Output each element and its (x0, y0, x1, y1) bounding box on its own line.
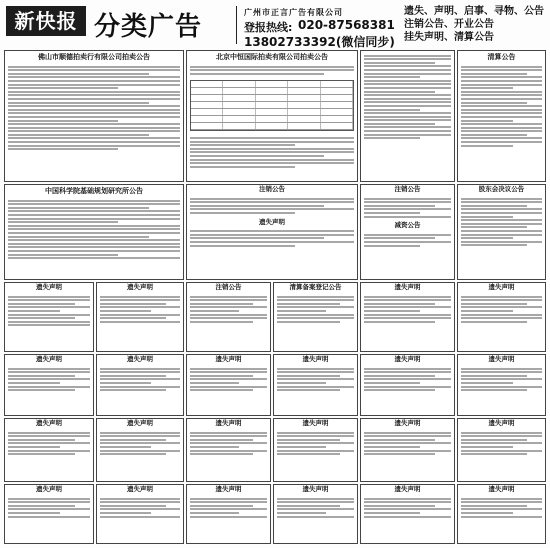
lost-ad (457, 484, 546, 544)
hotline-phone: 020-87568381 (298, 18, 395, 32)
notice-ad (360, 50, 455, 182)
ad-title: 遗失声明 (127, 419, 153, 427)
ad-title: 佛山市顺德拍卖行有限公司拍卖公告 (38, 53, 150, 61)
lost-ad (96, 282, 184, 352)
zhongke-ad (4, 184, 184, 280)
lost-ad (186, 484, 271, 544)
ad-title: 北京中恒国际拍卖有限公司拍卖公告 (216, 53, 328, 61)
lost-ad (360, 418, 455, 482)
ad-title: 遗失声明 (302, 419, 329, 427)
notice-grid-a (186, 184, 358, 280)
mobile-number: 13802733392(微信同步) (244, 35, 395, 49)
ad-body (361, 51, 454, 143)
header-divider (236, 6, 237, 44)
ad-body (187, 133, 357, 171)
ad-title: 减资公告 (394, 221, 421, 230)
lost-ad (4, 484, 94, 544)
ad-title: 遗失声明 (394, 355, 421, 363)
ad-title: 遗失声明 (215, 485, 242, 493)
company-name: 广州市正言广告有限公司 (244, 8, 343, 17)
lost-ad (4, 282, 94, 352)
clearing-reg-ad (273, 282, 358, 352)
lost-ad (360, 354, 455, 416)
lost-ad (457, 354, 546, 416)
ad-title: 遗失声明 (394, 283, 421, 291)
lost-ad (457, 418, 546, 482)
ad-title: 遗失声明 (488, 485, 515, 493)
auction-table (190, 80, 354, 131)
section-title: 分类广告 (94, 12, 203, 42)
lost-ad (360, 282, 455, 352)
ad-title: 遗失声明 (215, 419, 242, 427)
lost-ad (273, 354, 358, 416)
lost-ad (186, 418, 271, 482)
ad-title: 遗失声明 (488, 283, 515, 291)
hotline-label: 登报热线: (244, 21, 293, 34)
notice-grid-b (360, 184, 455, 280)
ad-title: 遗失声明 (302, 485, 329, 493)
ad-title: 遗失声明 (36, 283, 62, 291)
ad-title: 遗失声明 (127, 283, 153, 291)
ad-title: 遗失声明 (127, 485, 153, 493)
ad-title: 注销公告 (215, 283, 242, 291)
lost-ad (186, 354, 271, 416)
lost-ad (4, 354, 94, 416)
ad-title: 遗失声明 (488, 355, 515, 363)
ad-header (0, 0, 550, 50)
lost-ad (457, 282, 546, 352)
category-list (404, 5, 544, 44)
clearing-notice-ad (457, 50, 546, 182)
category-line: 注销公告、开业公告 (404, 19, 494, 30)
lost-ad (360, 484, 455, 544)
lost-ad (96, 418, 184, 482)
ad-title: 遗失声明 (36, 355, 62, 363)
lost-ad (96, 484, 184, 544)
ad-title: 中国科学院基础规划研究所公告 (45, 187, 143, 195)
ad-title: 遗失声明 (259, 217, 285, 226)
ad-body (187, 62, 357, 78)
lost-ad (96, 354, 184, 416)
ad-title: 遗失声明 (394, 485, 421, 493)
lost-ad (273, 484, 358, 544)
ad-title: 遗失声明 (127, 355, 153, 363)
ad-title: 清算公告 (487, 53, 516, 61)
ad-title: 注销公告 (394, 185, 421, 193)
ad-body (458, 62, 545, 150)
newspaper-logo: 新快报 (6, 6, 86, 36)
ad-body (5, 62, 183, 154)
category-line: 挂失声明、清算公告 (404, 32, 494, 43)
ad-title: 清算备案登记公告 (289, 283, 342, 291)
ad-title: 遗失声明 (394, 419, 421, 427)
ad-title: 遗失声明 (215, 355, 242, 363)
ad-title: 注销公告 (259, 185, 285, 193)
ad-title: 股东会决议公告 (478, 185, 525, 193)
ad-body (5, 196, 183, 263)
cancel-ad (186, 282, 271, 352)
shareholder-ad (457, 184, 546, 280)
lost-ad (4, 418, 94, 482)
category-line: 遗失、声明、启事、寻物、公告 (404, 6, 544, 17)
lost-ad (273, 418, 358, 482)
ad-title: 遗失声明 (36, 419, 62, 427)
ad-title: 遗失声明 (36, 485, 62, 493)
foshan-auction-ad (4, 50, 184, 182)
ad-title: 遗失声明 (302, 355, 329, 363)
ad-title: 遗失声明 (488, 419, 515, 427)
beijing-auction-ad (186, 50, 358, 182)
